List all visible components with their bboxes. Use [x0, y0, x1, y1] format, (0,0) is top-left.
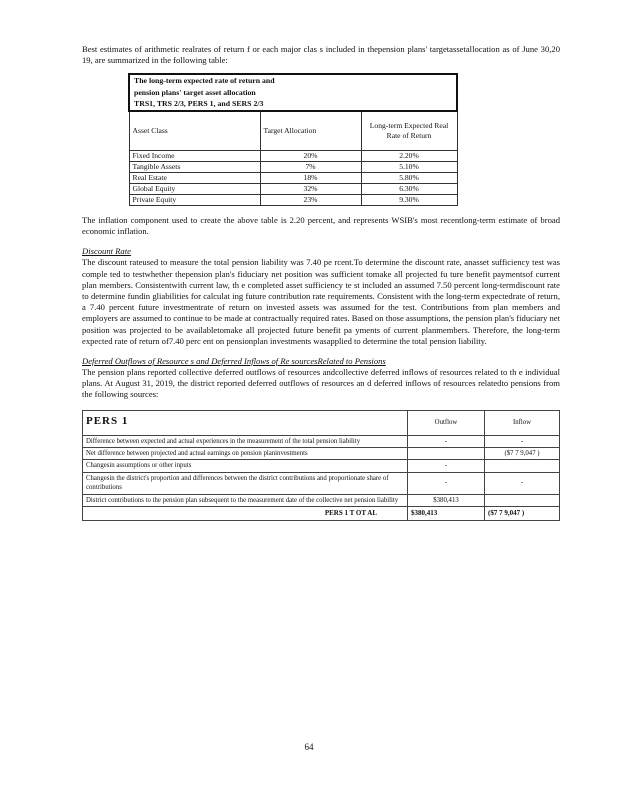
col-asset-class: Asset Class: [129, 111, 260, 151]
asset-allocation-table: [128, 73, 458, 206]
discount-rate-paragraph: The discount rateused to measure the total pension liability was 7.40 pe rcent.To determine the discount rate, anasset sufficiency test was comple ted to testwhether thepension plan's fiduciary net position was sufficient tomake all projected fu ture benefit paymentsof current plan members. Consistentwith current law, th e completed asset sufficiency te st included an assumed 7.50 percent long-termdiscount rate to determine fundin gliabilities for calculat ing future contribution rate requirements. Consistent with the long-term expectedrate of return, a 7.40 percent future investmentrate of return on invested assets was assumed for the test. Contributions from plan members and employers are assumed to continue to be made at contractually required rates. Based on those assumptions, the pension plan's fiduciary net position was projected to be availabletomake all projected future benefit pa yments of current planmembers. Therefore, the long-term expected rate of return of7.40 perc ent on pensionplan investments wasapplied to determine the total pension liability.: [82, 257, 560, 346]
table-row: Global Equity 32% 6.30%: [129, 183, 457, 194]
table1-title-line2: pension plans' target asset allocation: [134, 87, 256, 97]
inflation-paragraph: The inflation component used to create the above table is 2.20 percent, and represents WSIB's most recentlong-term estimate of broad economic inflation.: [82, 214, 560, 237]
page-number: 64: [304, 742, 314, 752]
table2-title: PERS 1: [83, 410, 408, 435]
table-row: Difference between expected and actual experiences in the measurement of the total pension liability - -: [83, 435, 560, 447]
table1-title-line1: The long-term expected rate of return and: [134, 76, 275, 86]
table-row: Tangible Assets 7% 5.10%: [129, 161, 457, 172]
deferred-paragraph: The pension plans reported collective deferred outflows of resources andcollective deferred inflows of resources related to th e individual plans. At August 31, 2019, the district reported deferred outflows of resources an d deferred inflows of resources relatedto pensions from the following sources:: [82, 366, 560, 400]
table-row: Net difference between projected and actual earnings on pension planinvestments ($7 7 9,047 ): [83, 447, 560, 459]
total-label: PERS 1 T OT AL: [83, 506, 408, 520]
col-target-allocation: Target Allocation: [260, 111, 361, 151]
intro-paragraph: Best estimates of arithmetic realrates of return f or each major clas s included in thepension plans' targetassetallocation as of June 30,20 19, are summarized in the following table:: [82, 44, 560, 66]
discount-rate-heading: Discount Rate: [82, 246, 131, 257]
total-row: [83, 506, 560, 520]
table1-title-line3: TRS1, TRS 2/3, PERS 1, and SERS 2/3: [134, 99, 264, 109]
table-row: Fixed Income 20% 2.20%: [129, 150, 457, 161]
table-row: Changesin the district's proportion and differences between the district contributions and proportionate share of contributions - -: [83, 472, 560, 494]
col-outflow: Outflow: [408, 410, 485, 435]
col-inflow: Inflow: [485, 410, 560, 435]
table-row: Real Estate 18% 5.80%: [129, 172, 457, 183]
document-page: [82, 44, 560, 521]
table-row: District contributions to the pension plan subsequent to the measurement date of the collective net pension liability $380,413: [83, 494, 560, 506]
total-inflow: ($7 7 9,047 ): [485, 506, 560, 520]
pers1-deferred-table: [82, 410, 560, 521]
col-expected-return: Long-term Expected Real Rate of Return: [361, 111, 457, 151]
table-row: Private Equity 23% 9.30%: [129, 194, 457, 205]
deferred-heading: Deferred Outflows of Resource s and Deferred Inflows of Re sourcesRelated to Pensions: [82, 355, 386, 366]
table-row: Changesin assumptions or other inputs -: [83, 460, 560, 472]
total-outflow: $380,413: [408, 506, 485, 520]
